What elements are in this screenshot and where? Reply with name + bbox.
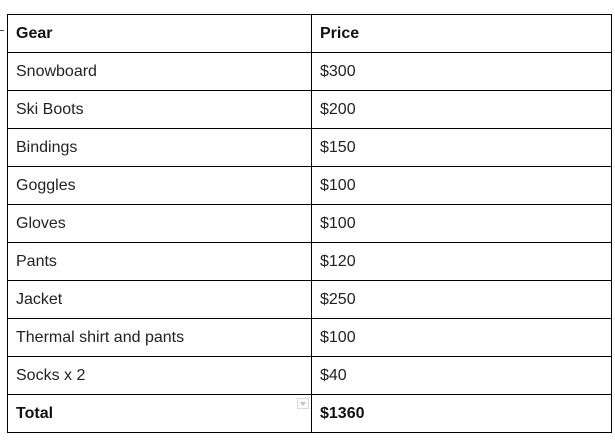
table-row: [8, 53, 612, 91]
price-cell[interactable]: $200: [312, 91, 612, 129]
table-row: [8, 281, 612, 319]
price-cell[interactable]: $100: [312, 167, 612, 205]
total-label-cell[interactable]: [8, 395, 312, 433]
price-cell[interactable]: $120: [312, 243, 612, 281]
row-marker: [0, 30, 4, 31]
table-row: [8, 91, 612, 129]
table-row: [8, 357, 612, 395]
table-row: [8, 205, 612, 243]
chevron-down-icon[interactable]: [297, 398, 309, 409]
header-price[interactable]: Price: [312, 15, 612, 53]
gear-cell[interactable]: Pants: [8, 243, 312, 281]
table-row: [8, 319, 612, 357]
price-cell[interactable]: $100: [312, 319, 612, 357]
header-gear[interactable]: Gear: [8, 15, 312, 53]
gear-price-table: [7, 14, 612, 433]
gear-cell[interactable]: Jacket: [8, 281, 312, 319]
gear-cell[interactable]: Ski Boots: [8, 91, 312, 129]
gear-cell[interactable]: Thermal shirt and pants: [8, 319, 312, 357]
gear-cell[interactable]: Bindings: [8, 129, 312, 167]
table-header-row: [8, 15, 612, 53]
price-cell[interactable]: $250: [312, 281, 612, 319]
table-row: [8, 129, 612, 167]
total-price-cell[interactable]: $1360: [312, 395, 612, 433]
table-row: [8, 243, 612, 281]
total-label: Total: [16, 404, 54, 422]
total-row: [8, 395, 612, 433]
gear-cell[interactable]: Goggles: [8, 167, 312, 205]
price-cell[interactable]: $100: [312, 205, 612, 243]
gear-cell[interactable]: Socks x 2: [8, 357, 312, 395]
price-cell[interactable]: $40: [312, 357, 612, 395]
gear-cell[interactable]: Snowboard: [8, 53, 312, 91]
price-cell[interactable]: $150: [312, 129, 612, 167]
table-row: [8, 167, 612, 205]
price-cell[interactable]: $300: [312, 53, 612, 91]
gear-cell[interactable]: Gloves: [8, 205, 312, 243]
